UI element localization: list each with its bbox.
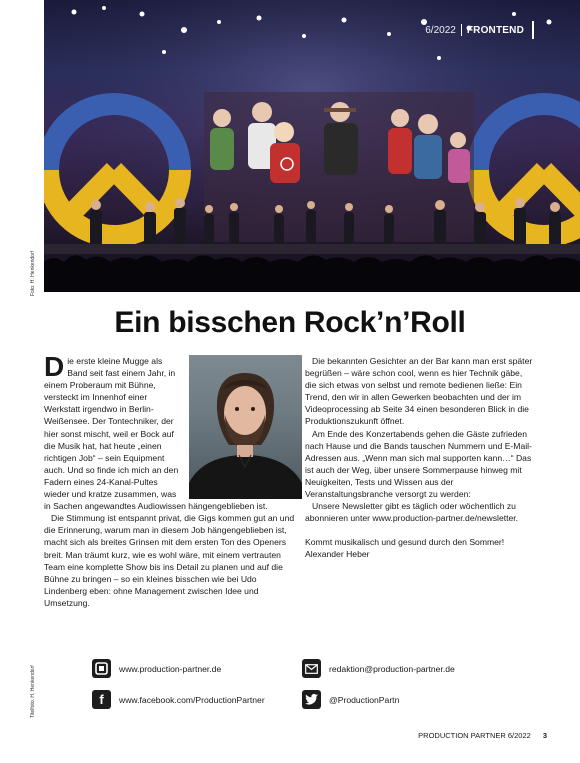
drop-cap: D	[44, 351, 65, 382]
website-icon	[92, 659, 111, 678]
paragraph-4: Am Ende des Konzertabends gehen die Gäste zufrieden nach Hause und die Bands tauschen Nummern und E-Mail-Adressen aus. „Wenn man sich mal supporten kann…“ Das ist auch der Weg, über unsere Sommerpause hinweg mit Neuigkeiten, Tests und Wissen aus der Veranstaltungsbranche versorgt zu werden:	[305, 428, 532, 500]
page-footer	[418, 731, 547, 740]
audience-silhouettes	[44, 255, 580, 292]
facebook-icon: f	[92, 690, 111, 709]
header-divider	[461, 24, 462, 36]
author-name: Alexander Heber	[305, 549, 370, 560]
website-link[interactable]: www.production-partner.de	[119, 663, 222, 674]
photo-credit: Foto: H. Henkendorf	[30, 250, 36, 296]
paragraph-1: ie erste kleine Mugge als Band seit fast einem Jahr, in einem Proberaum mit Bühne, versteckt im Innenhof einer Werkstatt irgendwo in Berlin-Weißensee. Der Tontechniker, der hier sonst mischt, weil er Bock auf die Musik hat, hat heute „einen richtigen Job“ – sein Equipment auch. Und so finde ich mich an den Fadern eines 24-Kanal-Pultes wieder und kratze zusammen, was in Sachen angewandtes Audiowissen hängengeblieben ist.	[44, 356, 268, 512]
paragraph-3: Die bekannten Gesichter an der Bar kann man erst später begrüßen – wäre schon cool, wenn es hier Technik gäbe, die sich etwas von selbst und remote bedienen ließe: Ein Trend, den wir in allen Gewerken beobachten und der im Videoprocessing ab Seite 34 einen besonderen Blick in die Produktionszukunft öffnet.	[305, 356, 533, 427]
article-title: Ein bisschen Rock’n’Roll	[114, 306, 466, 339]
mail-icon	[302, 659, 321, 678]
concert-stage-illustration	[44, 0, 580, 292]
contact-website[interactable]	[92, 659, 221, 678]
portrait-illustration	[189, 355, 302, 499]
header-bar	[532, 21, 534, 39]
contact-twitter[interactable]	[302, 690, 399, 709]
contact-facebook[interactable]	[92, 690, 265, 709]
article-column-left	[44, 351, 298, 609]
closing-line: Kommt musikalisch und gesund durch den Sommer!	[305, 537, 505, 548]
page-header-tag	[425, 21, 534, 39]
footer-publication: PRODUCTION PARTNER 6/2022	[418, 731, 531, 740]
page-number: 3	[542, 731, 547, 740]
hero-photo	[44, 0, 580, 292]
author-portrait	[189, 355, 302, 499]
article-column-right	[305, 355, 536, 561]
twitter-handle[interactable]: @ProductionPartn	[329, 694, 400, 705]
paragraph-5: Unsere Newsletter gibt es täglich oder wöchentlich zu abonnieren unter www.production-partner.de/newsletter.	[305, 501, 519, 524]
contact-email[interactable]	[302, 659, 455, 678]
issue-label: 6/2022	[425, 24, 456, 36]
section-label: FRONTEND	[466, 24, 524, 36]
email-link[interactable]: redaktion@production-partner.de	[329, 663, 455, 674]
facebook-link[interactable]: www.facebook.com/ProductionPartner	[119, 694, 265, 705]
twitter-icon	[302, 690, 321, 709]
paragraph-2: Die Stimmung ist entspannt privat, die Gigs kommen gut an und die Erinnerung, warum man in diesem Job hängengeblieben ist, macht sich als breites Grinsen mit dem ersten Ton des Openers breit. Man träumt kurz, wie es wohl wäre, mit einem vertrauten Team eine komplette Show bis ins Detail zu planen und auf die Bühne zu bringen – so ein kleines bisschen wie bei Udo Lindenberg eben: ohne Management zwischen Idee und Umsetzung.	[44, 513, 295, 608]
title-photo-credit: Titelfoto: H. Henkendorf	[30, 665, 36, 718]
